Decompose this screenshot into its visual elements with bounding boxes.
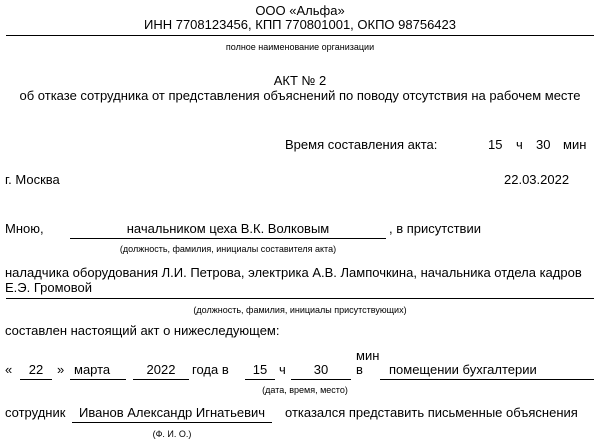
employee-prefix: сотрудник: [5, 405, 66, 420]
event-caption: (дата, время, место): [262, 385, 348, 395]
org-name: ООО «Альфа»: [255, 3, 345, 18]
event-location: помещении бухгалтерии: [389, 362, 537, 377]
act-date: 22.03.2022: [504, 172, 570, 187]
witnesses-line2: Е.Э. Громовой: [5, 280, 93, 295]
compiler-caption: (должность, фамилия, инициалы составителя акта): [119, 244, 337, 254]
org-codes: ИНН 7708123456, КПП 770801001, ОКПО 98756423: [143, 17, 456, 32]
event-quote-open: «: [5, 362, 13, 377]
compiler-prefix: Мною,: [5, 221, 44, 236]
time-minutes: 30: [536, 137, 551, 152]
witnesses-caption: (должность, фамилия, инициалы присутствующих): [193, 305, 407, 315]
event-minutes: 30: [313, 362, 329, 377]
event-quote-close: »: [57, 362, 65, 377]
city: г. Москва: [5, 172, 60, 187]
event-year-suffix: года в: [192, 362, 229, 377]
witnesses-underline: [6, 298, 594, 299]
employee-action: отказался представить письменные объяснения: [285, 405, 578, 420]
event-minutes-unit: мин: [356, 348, 380, 363]
employee-caption: (Ф. И. О.): [152, 429, 192, 439]
event-hours: 15: [252, 362, 268, 377]
event-day-underline: [20, 379, 52, 380]
compiler-underline: [70, 238, 386, 239]
org-caption: полное наименование организации: [225, 42, 375, 52]
compiler-suffix: , в присутствии: [389, 221, 481, 236]
event-minutes-underline: [291, 379, 351, 380]
event-month: марта: [74, 362, 111, 377]
witnesses-line1: наладчика оборудования Л.И. Петрова, электрика А.В. Лампочкина, начальника отдела кадров: [5, 265, 582, 280]
employee-underline: [72, 422, 272, 423]
event-year: 2022: [146, 362, 176, 377]
compiler-value: начальником цеха В.К. Волковым: [126, 221, 330, 236]
time-minutes-unit: мин: [563, 137, 587, 152]
event-day: 22: [28, 362, 44, 377]
time-label: Время составления акта:: [285, 137, 438, 152]
employee-name: Иванов Александр Игнатьевич: [78, 405, 266, 420]
statement-text: составлен настоящий акт о нижеследующем:: [5, 323, 280, 338]
event-hours-unit: ч: [279, 362, 286, 377]
event-location-underline: [380, 379, 594, 380]
event-month-underline: [70, 379, 126, 380]
event-hours-underline: [245, 379, 275, 380]
act-title: АКТ № 2: [273, 73, 327, 88]
time-hours-unit: ч: [516, 137, 523, 152]
event-in-word: в: [356, 362, 363, 377]
time-hours: 15: [488, 137, 503, 152]
event-year-underline: [133, 379, 189, 380]
org-underline: [6, 35, 594, 36]
act-subtitle: об отказе сотрудника от представления объяснений по поводу отсутствия на рабочем месте: [19, 88, 581, 103]
